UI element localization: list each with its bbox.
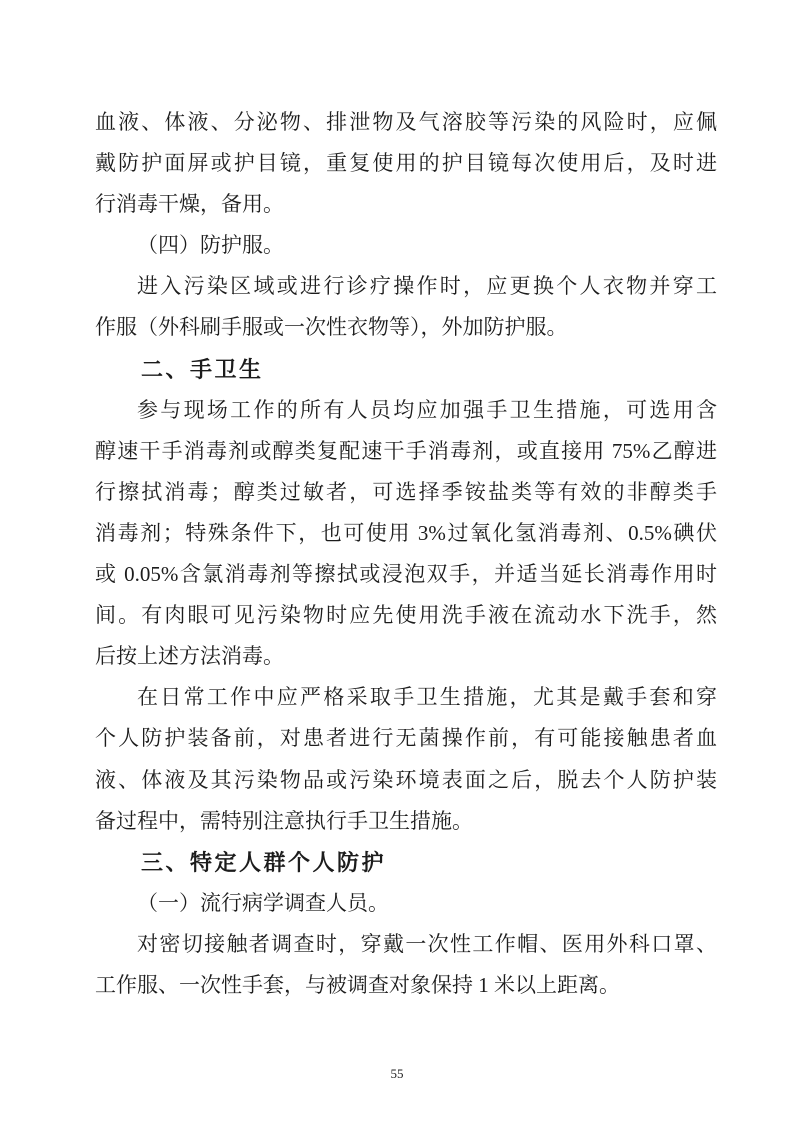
- subsection-heading: （一）流行病学调查人员。: [137, 890, 389, 915]
- section-heading: 二、手卫生: [141, 356, 264, 382]
- document-body: [95, 102, 717, 1006]
- subsection-heading: （四）防护服。: [137, 233, 284, 258]
- body-line: 工作服、一次性手套，与被调查对象保持 1 米以上距离。: [95, 972, 620, 997]
- body-line: 参与现场工作的所有人员均应加强手卫生措施，可选用含: [137, 397, 717, 422]
- body-line: 或 0.05%含氯消毒剂等擦拭或浸泡双手，并适当延长消毒作用时: [95, 562, 717, 587]
- body-line: 在日常工作中应严格采取手卫生措施，尤其是戴手套和穿: [137, 685, 717, 710]
- body-line: 戴防护面屏或护目镜，重复使用的护目镜每次使用后，及时进: [95, 151, 717, 176]
- body-line: 间。有肉眼可见污染物时应先使用洗手液在流动水下洗手，然: [95, 603, 717, 628]
- body-line: 备过程中，需特别注意执行手卫生措施。: [95, 808, 473, 833]
- body-line: 醇速干手消毒剂或醇类复配速干手消毒剂，或直接用 75%乙醇进: [95, 438, 717, 463]
- body-line: 进入污染区域或进行诊疗操作时，应更换个人衣物并穿工: [137, 274, 717, 299]
- page-number: 55: [390, 1066, 404, 1081]
- body-line: 个人防护装备前，对患者进行无菌操作前，有可能接触患者血: [95, 726, 717, 751]
- body-line: 行擦拭消毒；醇类过敏者，可选择季铵盐类等有效的非醇类手: [95, 479, 717, 504]
- body-line: 后按上述方法消毒。: [95, 644, 284, 669]
- body-line: 消毒剂；特殊条件下，也可使用 3%过氧化氢消毒剂、0.5%碘伏: [95, 520, 717, 545]
- body-line: 作服（外科刷手服或一次性衣物等），外加防护服。: [95, 315, 568, 340]
- section-heading: 三、特定人群个人防护: [141, 849, 387, 875]
- body-line: 对密切接触者调查时，穿戴一次性工作帽、医用外科口罩、: [137, 931, 717, 956]
- body-line: 血液、体液、分泌物、排泄物及气溶胶等污染的风险时，应佩: [95, 110, 717, 134]
- body-line: 行消毒干燥，备用。: [95, 192, 284, 217]
- body-line: 液、体液及其污染物品或污染环境表面之后，脱去个人防护装: [95, 767, 717, 792]
